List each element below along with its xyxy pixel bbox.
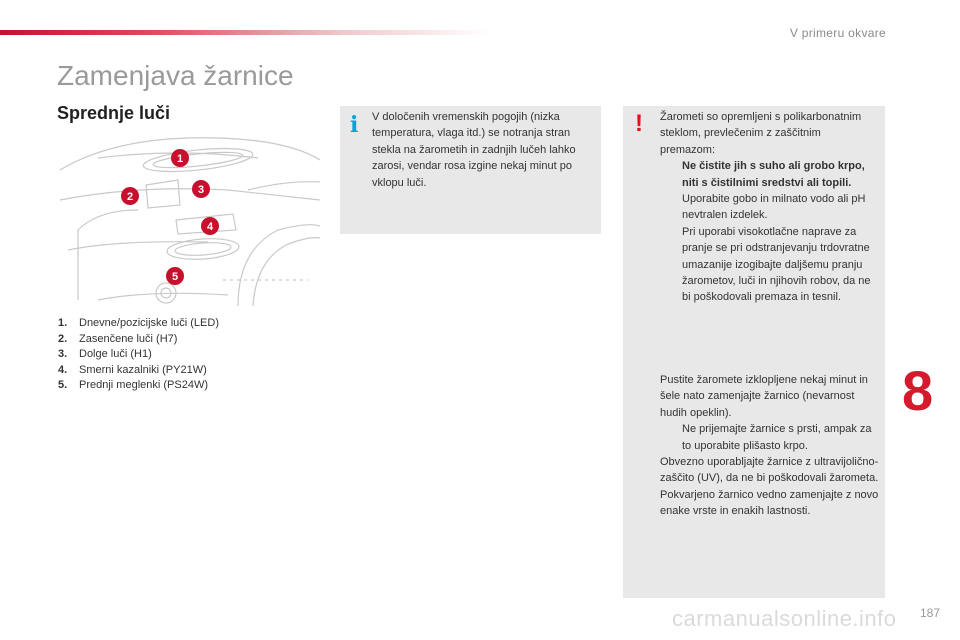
callout-3 (192, 180, 210, 198)
svg-text:5: 5 (171, 271, 179, 283)
warning-intro: Žarometi so opremljeni s polikarbonatnim steklom, prevlečenim z zaščitnim premazom: (660, 111, 862, 156)
section-title: Sprednje luči (57, 103, 171, 123)
warning-para: Pokvarjeno žarnico vedno zamenjajte z novo enake vrste in enakih lastnosti. (660, 488, 879, 518)
warning-icon: ! (635, 110, 643, 137)
legend-item: 2. Zasenčene luči (H7) (58, 332, 178, 345)
warning-bullet: Ne čistite jih s suho ali grobo krpo, niti s čistilnimi sredstvi ali topili. (660, 158, 878, 191)
callout-4 (201, 217, 219, 235)
legend-item: 1. Dnevne/pozicijske luči (LED) (58, 317, 219, 329)
legend-item: 5. Prednji meglenki (PS24W) (58, 379, 208, 392)
callout-1 (171, 149, 189, 167)
callout-2 (121, 187, 139, 205)
chapter-number: 8 (902, 359, 934, 422)
chapter-title: V primeru okvare (789, 26, 886, 40)
headlight-diagram (58, 130, 320, 306)
warning-bullet: Ne prijemajte žarnice s prsti, ampak za to uporabite plišasto krpo. (660, 421, 882, 454)
svg-text:1: 1 (176, 153, 184, 165)
bulb-legend (58, 316, 328, 394)
header-accent-bar (0, 30, 490, 35)
svg-text:2: 2 (126, 191, 134, 203)
legend-item: 4. Smerni kazalniki (PY21W) (58, 363, 207, 376)
page-title: Zamenjava žarnice (57, 60, 294, 91)
bullet-icon (660, 421, 682, 454)
warning-text-top (660, 109, 878, 306)
callout-5 (166, 267, 184, 285)
warning-para: Pustite žaromete izklopljene nekaj minut in šele nato zamenjajte žarnico (nevarnost hudih opeklin). (660, 374, 868, 419)
warning-text-bottom (660, 372, 882, 520)
bullet-icon (660, 224, 682, 306)
warning-para: Obvezno uporabljajte žarnice z ultravijolično-zaščito (UV), da ne bi poškodovali žarometa. (660, 456, 879, 485)
info-text: V določenih vremenskih pogojih (nizka temperatura, vlaga itd.) se notranja stran stekla na žarometih in zadnjih lučeh lahko zarosi, vendar rosa izgine nekaj minut po vklopu luči. (372, 111, 576, 189)
watermark: carmanualsonline.info (672, 606, 897, 631)
warning-box (623, 106, 885, 598)
info-box (340, 106, 601, 234)
bullet-icon (660, 191, 682, 224)
svg-text:3: 3 (197, 184, 205, 196)
legend-item: 3. Dolge luči (H1) (58, 348, 152, 361)
warning-bullet: Uporabite gobo in milnato vodo ali pH nevtralen izdelek. (660, 191, 878, 224)
warning-bullet: Pri uporabi visokotlačne naprave za pranje se pri odstranjevanju trdovratne umazanije izogibajte daljšemu pranju žarometov, luči in njihovih robov, da ne bi poškodovali premaza in tesnil. (660, 224, 878, 306)
info-icon: i (350, 112, 359, 138)
page-number: 187 (920, 606, 941, 620)
svg-text:4: 4 (206, 221, 214, 233)
bullet-icon (660, 158, 682, 191)
